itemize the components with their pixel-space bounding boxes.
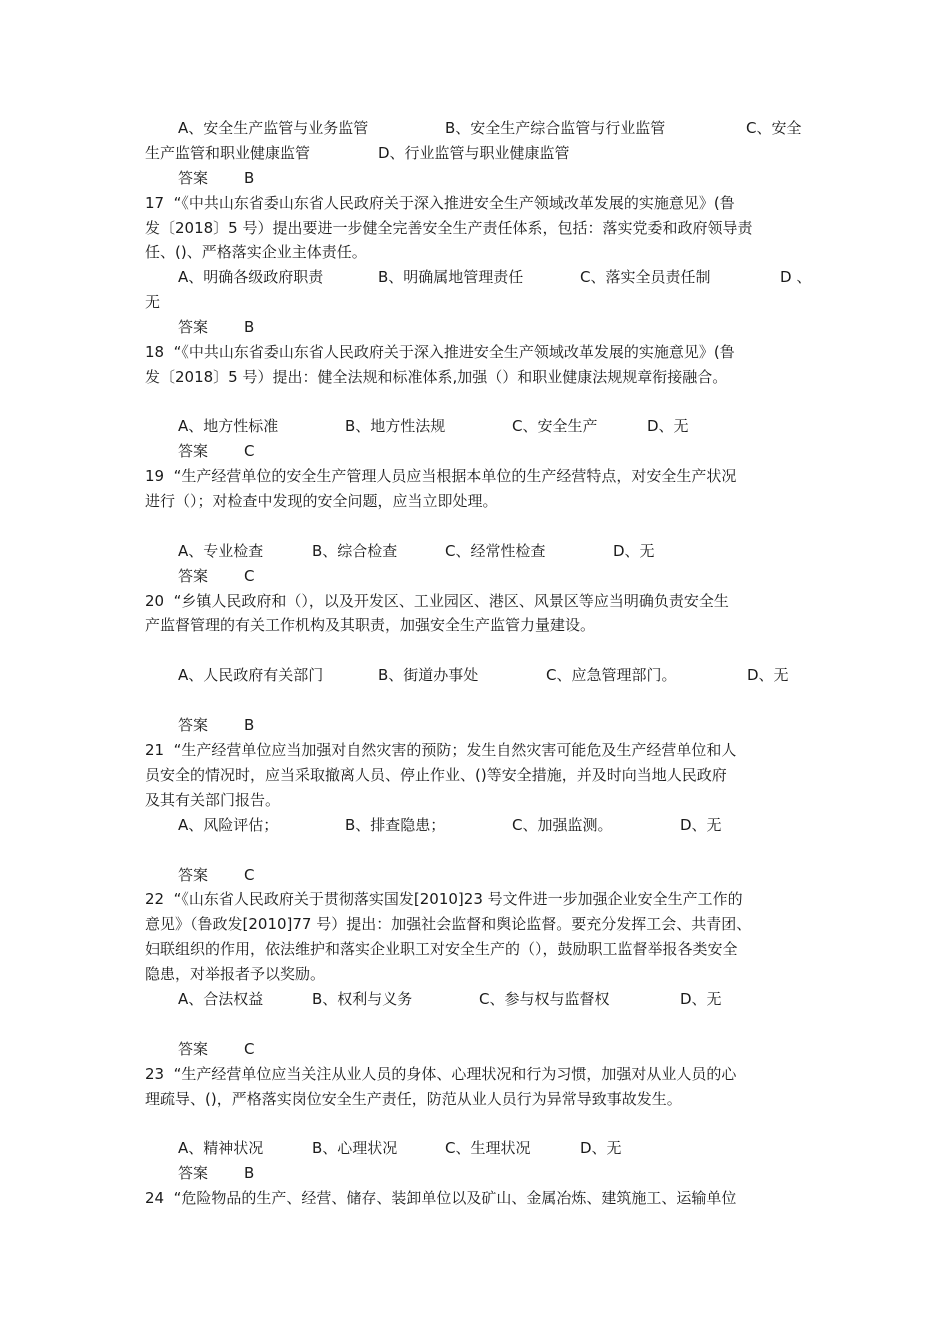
- option-a: A、明确各级政府职责: [178, 268, 324, 286]
- answer-label: 答案: [178, 442, 209, 460]
- question-text-line: 21 “生产经营单位应当加强对自然灾害的预防；发生自然灾害可能危及生产经营单位和人: [145, 741, 737, 759]
- question-text-line: 意见》（鲁政发[2010]77 号）提出：加强社会监督和舆论监督。要充分发挥工会、共青团、: [145, 915, 752, 933]
- question-text-line: 妇联组织的作用，依法维护和落实企业职工对安全生产的（），鼓励职工监督举报各类安全: [145, 940, 738, 958]
- answer-value: B: [244, 318, 255, 336]
- option-c: C、应急管理部门。: [546, 666, 677, 684]
- option-b: B、街道办事处: [378, 666, 479, 684]
- answer-label: 答案: [178, 567, 209, 585]
- option-d: D、行业监管与职业健康监管: [378, 144, 570, 162]
- question-text-line: 17 “《中共山东省委山东省人民政府关于深入推进安全生产领域改革发展的实施意见》(鲁: [145, 194, 735, 212]
- option-a: A、安全生产监管与业务监管: [178, 119, 369, 137]
- question-text-line: 22 “《山东省人民政府关于贯彻落实国发[2010]23 号文件进一步加强企业安全生产工作的: [145, 890, 743, 908]
- answer-label: 答案: [178, 866, 209, 884]
- option-d-continued: 无: [145, 293, 161, 311]
- option-c-continued: 生产监管和职业健康监管: [145, 144, 311, 162]
- question-text-line: 发〔2018〕5 号）提出：健全法规和标准体系,加强（）和职业健康法规规章衔接融合。: [145, 368, 728, 386]
- answer-value: B: [244, 169, 255, 187]
- option-d: D、无: [647, 417, 689, 435]
- question-text-line: 进行（）；对检查中发现的安全问题，应当立即处理。: [145, 492, 498, 510]
- option-c: C、安全生产: [512, 417, 598, 435]
- answer-label: 答案: [178, 318, 209, 336]
- option-d: D、无: [580, 1139, 622, 1157]
- option-d: D、无: [613, 542, 655, 560]
- option-d: D、无: [747, 666, 789, 684]
- option-d: D 、: [780, 268, 812, 286]
- option-c: C、生理状况: [445, 1139, 531, 1157]
- answer-label: 答案: [178, 169, 209, 187]
- question-text-line: 20 “乡镇人民政府和（），以及开发区、工业园区、港区、风景区等应当明确负责安全生: [145, 592, 729, 610]
- option-d: D、无: [680, 816, 722, 834]
- question-text-line: 理疏导、()，严格落实岗位安全生产责任，防范从业人员行为异常导致事故发生。: [145, 1090, 682, 1108]
- question-text-line: 员安全的情况时，应当采取撤离人员、停止作业、()等安全措施，并及时向当地人民政府: [145, 766, 727, 784]
- answer-label: 答案: [178, 716, 209, 734]
- answer-value: C: [244, 866, 255, 884]
- answer-value: C: [244, 442, 255, 460]
- option-a: A、人民政府有关部门: [178, 666, 324, 684]
- option-b: B、明确属地管理责任: [378, 268, 524, 286]
- option-b: B、地方性法规: [345, 417, 446, 435]
- option-a: A、地方性标准: [178, 417, 279, 435]
- answer-value: C: [244, 567, 255, 585]
- option-c: C、参与权与监督权: [479, 990, 610, 1008]
- option-d: D、无: [680, 990, 722, 1008]
- answer-label: 答案: [178, 1040, 209, 1058]
- question-text-line: 24 “危险物品的生产、经营、储存、装卸单位以及矿山、金属冶炼、建筑施工、运输单位: [145, 1189, 737, 1207]
- option-b: B、权利与义务: [312, 990, 413, 1008]
- question-text-line: 隐患，对举报者予以奖励。: [145, 965, 326, 983]
- question-text-line: 18 “《中共山东省委山东省人民政府关于深入推进安全生产领域改革发展的实施意见》(鲁: [145, 343, 735, 361]
- answer-value: B: [244, 1164, 255, 1182]
- option-a: A、专业检查: [178, 542, 264, 560]
- option-c: C、安全: [746, 119, 802, 137]
- answer-value: B: [244, 716, 255, 734]
- option-a: A、风险评估；: [178, 816, 279, 834]
- option-b: B、安全生产综合监管与行业监管: [445, 119, 666, 137]
- option-c: C、经常性检查: [445, 542, 546, 560]
- question-text-line: 19 “生产经营单位的安全生产管理人员应当根据本单位的生产经营特点，对安全生产状况: [145, 467, 737, 485]
- question-text-line: 产监督管理的有关工作机构及其职责，加强安全生产监管力量建设。: [145, 616, 596, 634]
- option-b: B、排查隐患；: [345, 816, 446, 834]
- option-c: C、加强监测。: [512, 816, 613, 834]
- option-c: C、落实全员责任制: [580, 268, 711, 286]
- question-text-line: 任、()、严格落实企业主体责任。: [145, 243, 367, 261]
- answer-value: C: [244, 1040, 255, 1058]
- question-text-line: 及其有关部门报告。: [145, 791, 281, 809]
- option-b: B、综合检查: [312, 542, 398, 560]
- answer-label: 答案: [178, 1164, 209, 1182]
- option-a: A、精神状况: [178, 1139, 264, 1157]
- option-b: B、心理状况: [312, 1139, 398, 1157]
- question-text-line: 23 “生产经营单位应当关注从业人员的身体、心理状况和行为习惯，加强对从业人员的心: [145, 1065, 737, 1083]
- question-text-line: 发〔2018〕5 号）提出要进一步健全完善安全生产责任体系，包括：落实党委和政府领导责: [145, 219, 753, 237]
- option-a: A、合法权益: [178, 990, 264, 1008]
